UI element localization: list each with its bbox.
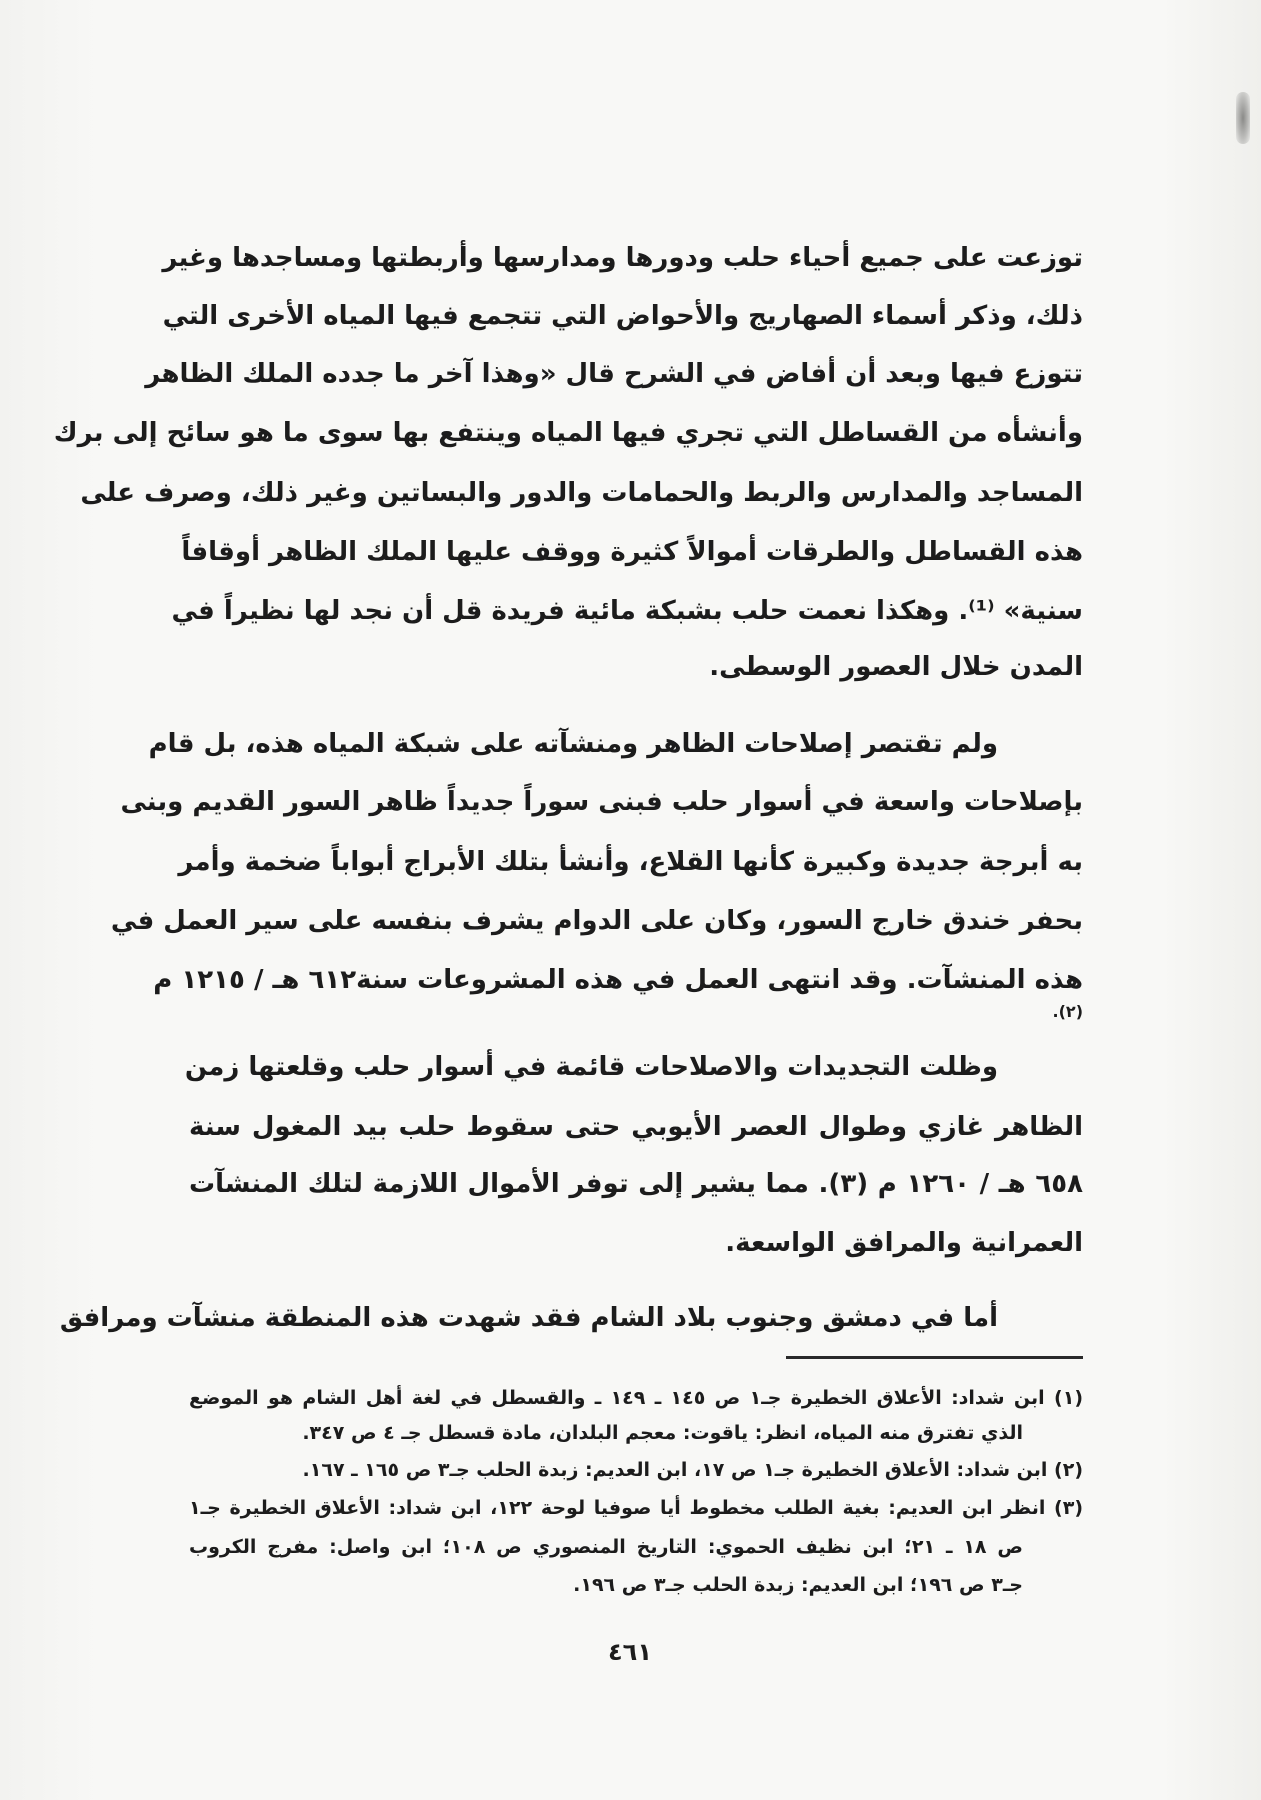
text-line: ولم تقتصر إصلاحات الظاهر ومنشآته على شبكة المياه هذه، بل قام	[148, 729, 998, 759]
text-line: بحفر خندق خارج السور، وكان على الدوام يشرف بنفسه على سير العمل في	[110, 906, 1083, 936]
footnote-line: الذي تفترق منه المياه، انظر: ياقوت: معجم البلدان، مادة قسطل جـ ٤ ص ٣٤٧.	[302, 1422, 1023, 1444]
text-line: وظلت التجديدات والاصلاحات قائمة في أسوار حلب وقلعتها زمن	[184, 1052, 998, 1082]
text-line: توزعت على جميع أحياء حلب ودورها ومدارسها وأربطتها ومساجدها وغير	[162, 243, 1083, 273]
text-line: سنية» ⁽¹⁾. وهكذا نعمت حلب بشبكة مائية فريدة قل أن نجد لها نظيراً في	[171, 596, 1083, 626]
text-line: هذه القساطل والطرقات أموالاً كثيرة ووقف عليها الملك الظاهر أوقافاً	[181, 537, 1083, 567]
text-line: به أبرجة جديدة وكبيرة كأنها القلاع، وأنشأ بتلك الأبراج أبواباً ضخمة وأمر	[178, 847, 1083, 877]
text-line: تتوزع فيها وبعد أن أفاض في الشرح قال «وهذا آخر ما جدده الملك الظاهر	[145, 359, 1083, 389]
text-line: أما في دمشق وجنوب بلاد الشام فقد شهدت هذه المنطقة منشآت ومرافق	[59, 1303, 998, 1333]
footnote-line: ص ١٨ ـ ٢١؛ ابن نظيف الحموي: التاريخ المنصوري ص ١٠٨؛ ابن واصل: مفرج الكروب	[189, 1536, 1023, 1558]
footnote-line: (٢) ابن شداد: الأعلاق الخطيرة جـ١ ص ١٧، ابن العديم: زبدة الحلب جـ٣ ص ١٦٥ ـ ١٦٧.	[302, 1459, 1083, 1481]
text-line: وأنشأه من القساطل التي تجري فيها المياه وينتفع بها سوى ما هو سائح إلى برك	[53, 418, 1083, 448]
text-line: المساجد والمدارس والربط والحمامات والدور والبساتين وغير ذلك، وصرف على	[80, 478, 1083, 508]
text-line: هذه المنشآت. وقد انتهى العمل في هذه المشروعات سنة٦١٢ هـ / ١٢١٥ م	[153, 965, 1083, 995]
footnote-separator	[786, 1356, 1083, 1359]
text-line: الظاهر غازي وطوال العصر الأيوبي حتى سقوط حلب بيد المغول سنة	[189, 1112, 1083, 1142]
page-number: ٤٦١	[608, 1638, 652, 1666]
text-line: ٦٥٨ هـ / ١٢٦٠ م (٣). مما يشير إلى توفر الأموال اللازمة لتلك المنشآت	[189, 1169, 1083, 1199]
footnote-line: (٣) انظر ابن العديم: بغية الطلب مخطوط أيا صوفيا لوحة ١٢٢، ابن شداد: الأعلاق الخطيرة جـ١	[189, 1497, 1083, 1519]
text-line: المدن خلال العصور الوسطى.	[709, 652, 1083, 682]
text-line: ذلك، وذكر أسماء الصهاريج والأحواض التي تتجمع فيها المياه الأخرى التي	[162, 301, 1083, 331]
footnote-ref: (٢).	[1052, 1002, 1083, 1021]
footnote-line: (١) ابن شداد: الأعلاق الخطيرة جـ١ ص ١٤٥ ـ ١٤٩ ـ والقسطل في لغة أهل الشام هو الموضع	[189, 1387, 1083, 1409]
footnote-line: جـ٣ ص ١٩٦؛ ابن العديم: زبدة الحلب جـ٣ ص ١٩٦.	[573, 1574, 1023, 1596]
scan-edge-mark	[1236, 92, 1250, 144]
text-line: بإصلاحات واسعة في أسوار حلب فبنى سوراً جديداً ظاهر السور القديم وبنى	[120, 787, 1083, 817]
text-line: العمرانية والمرافق الواسعة.	[725, 1228, 1083, 1258]
